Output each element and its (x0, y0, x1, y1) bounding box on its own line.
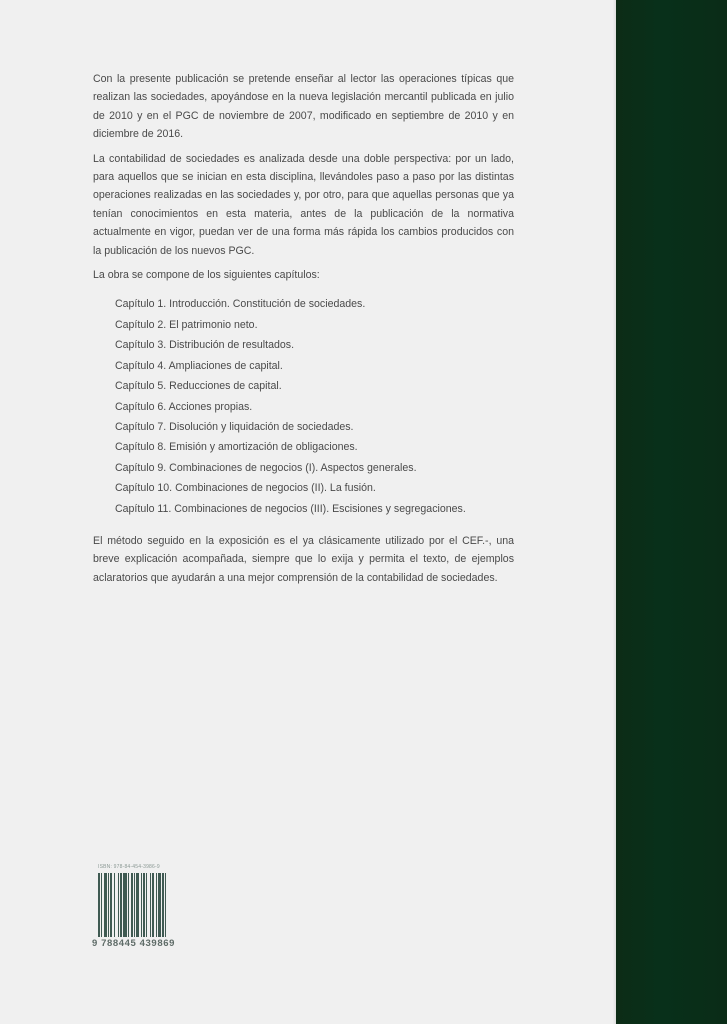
chapter-item: Capítulo 5. Reducciones de capital. (115, 380, 282, 393)
green-spine-band (616, 0, 727, 1024)
intro-paragraph: Con la presente publicación se pretende enseñar al lector las operaciones típicas que realizan las sociedades, apoyándose en la nueva legislación mercantil publicada en julio de 2010 y en el PGC de noviembre de 2007, modificado en septiembre de 2010 y en diciembre de 2016. (93, 73, 514, 141)
chapters-intro: La obra se compone de los siguientes capítulos: (93, 269, 320, 282)
chapter-item: Capítulo 8. Emisión y amortización de obligaciones. (115, 441, 358, 454)
chapter-item: Capítulo 4. Ampliaciones de capital. (115, 359, 283, 372)
back-cover-text (93, 70, 514, 593)
isbn-barcode (92, 864, 192, 954)
chapter-item: Capítulo 3. Distribución de resultados. (115, 339, 295, 352)
chapter-item: Capítulo 10. Combinaciones de negocios (II). La fusión. (115, 482, 376, 495)
barcode-digits: 9 788445 439869 (92, 938, 175, 949)
chapter-list (93, 294, 514, 518)
chapter-item: Capítulo 11. Combinaciones de negocios (III). Escisiones y segregaciones. (115, 502, 466, 515)
method-paragraph: El método seguido en la exposición es el ya clásicamente utilizado por el CEF.-, una breve explicación acompañada, siempre que lo exija y permita el texto, de ejemplos aclaratorios que ayudarán a una mejor comprensión de la contabilidad de sociedades. (93, 534, 514, 584)
chapter-item: Capítulo 9. Combinaciones de negocios (I). Aspectos generales. (115, 461, 417, 474)
perspective-paragraph: La contabilidad de sociedades es analizada desde una doble perspectiva: por un lado, para aquellos que se inician en esta disciplina, llevándoles paso a paso por las distintas operaciones realizadas en las sociedades y, por otro, para que aquellas personas que ya tenían conocimientos en esta materia, antes de la publicación de la normativa actualmente en vigor, puedan ver de una forma más rápida los cambios producidos con la publicación de los nuevos PGC. (93, 152, 514, 257)
chapter-item: Capítulo 6. Acciones propias. (115, 400, 253, 413)
isbn-label: ISBN: 978-84-454-3986-9 (98, 864, 160, 870)
chapter-item: Capítulo 2. El patrimonio neto. (115, 318, 258, 331)
chapter-item: Capítulo 7. Disolución y liquidación de sociedades. (115, 420, 354, 433)
chapter-item: Capítulo 1. Introducción. Constitución de sociedades. (115, 298, 366, 311)
barcode-bars (98, 873, 188, 937)
